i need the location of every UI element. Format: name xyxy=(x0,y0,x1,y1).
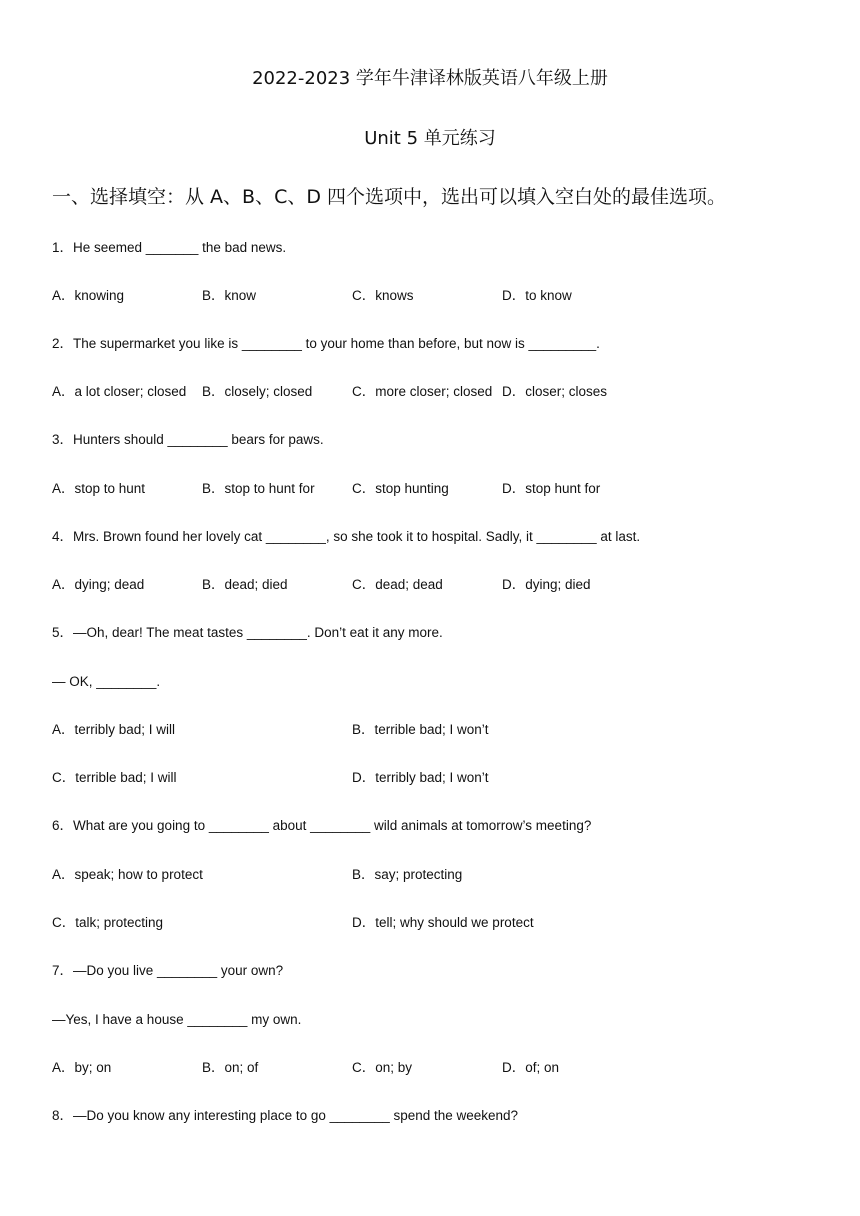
question-1-option-b: B．know xyxy=(202,288,257,303)
question-5-option-b: B．terrible bad; I won’t xyxy=(352,722,489,737)
question-3-option-b: B．stop to hunt for xyxy=(202,481,315,496)
question-1-option-d: D．to know xyxy=(502,288,572,303)
question-3-option-c: C．stop hunting xyxy=(352,481,449,496)
document-subtitle: Unit 5 单元练习 xyxy=(364,128,496,149)
question-2-stem: 2．The supermarket you like is ________ to your home than before, but now is _________. xyxy=(52,336,600,351)
question-3-stem: 3．Hunters should ________ bears for paws. xyxy=(52,432,324,447)
question-7-stem: 7．—Do you live ________ your own? xyxy=(52,963,284,978)
question-2-option-d: D．closer; closes xyxy=(502,384,608,399)
section-heading: 一、选择填空：从 A、B、C、D 四个选项中，选出可以填入空白处的最佳选项。 xyxy=(52,186,727,208)
question-1-stem: 1．He seemed _______ the bad news. xyxy=(52,240,287,255)
question-4-option-a: A．dying; dead xyxy=(52,577,145,592)
question-6-option-d: D．tell; why should we protect xyxy=(352,915,534,930)
question-6-option-b: B．say; protecting xyxy=(352,867,463,882)
question-1-option-a: A．knowing xyxy=(52,288,125,303)
question-7-option-d: D．of; on xyxy=(502,1060,560,1075)
question-4-option-c: C．dead; dead xyxy=(352,577,443,592)
question-7-reply: —Yes, I have a house ________ my own. xyxy=(52,1012,302,1027)
question-7-option-c: C．on; by xyxy=(352,1060,413,1075)
question-2-option-c: C．more closer; closed xyxy=(352,384,493,399)
question-3-option-a: A．stop to hunt xyxy=(52,481,146,496)
document-title: 2022-2023 学年牛津译林版英语八年级上册 xyxy=(252,68,608,89)
question-7-option-a: A．by; on xyxy=(52,1060,112,1075)
question-5-option-a: A．terribly bad; I will xyxy=(52,722,176,737)
question-3-option-d: D．stop hunt for xyxy=(502,481,601,496)
question-1-option-c: C．knows xyxy=(352,288,414,303)
question-2-option-a: A．a lot closer; closed xyxy=(52,384,187,399)
question-4-stem: 4．Mrs. Brown found her lovely cat ________, so she took it to hospital. Sadly, it ________ at last. xyxy=(52,529,641,544)
question-6-option-c: C．talk; protecting xyxy=(52,915,164,930)
question-5-stem: 5．—Oh, dear! The meat tastes ________. Don’t eat it any more. xyxy=(52,625,443,640)
question-5-option-d: D．terribly bad; I won’t xyxy=(352,770,489,785)
question-8-stem: 8．—Do you know any interesting place to go ________ spend the weekend? xyxy=(52,1108,519,1123)
question-4-option-d: D．dying; died xyxy=(502,577,591,592)
question-2-option-b: B．closely; closed xyxy=(202,384,313,399)
question-5-option-c: C．terrible bad; I will xyxy=(52,770,177,785)
question-6-stem: 6．What are you going to ________ about ________ wild animals at tomorrow’s meeting? xyxy=(52,818,592,833)
question-4-option-b: B．dead; died xyxy=(202,577,288,592)
question-6-option-a: A．speak; how to protect xyxy=(52,867,203,882)
question-5-reply: — OK, ________. xyxy=(52,674,161,689)
question-7-option-b: B．on; of xyxy=(202,1060,259,1075)
